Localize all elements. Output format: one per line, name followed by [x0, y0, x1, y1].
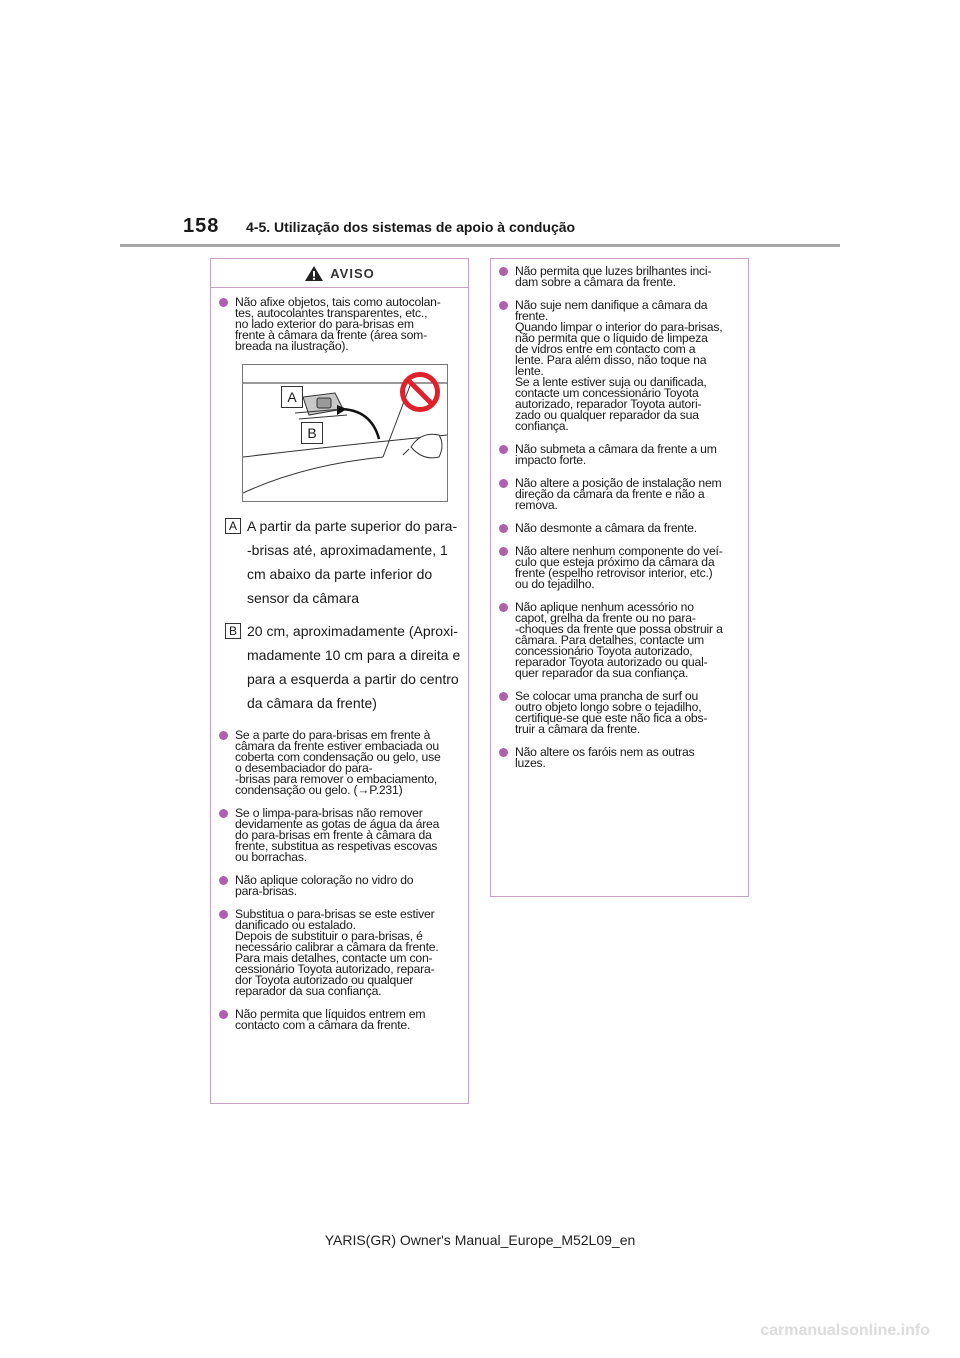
warning-header [211, 259, 468, 288]
legend-text: A partir da parte superior do para- -brisas até, aproximadamente, 1 cm abaixo da parte inferior do sensor da câmara [247, 518, 458, 606]
bullet-icon [499, 445, 508, 454]
legend-item-a [221, 514, 462, 610]
header-divider [120, 244, 840, 247]
list-item: Não suje nem danifique a câmara da frente. Quando limpar o interior do para-brisas, não permita que o líquido de limpeza de vidros entre em contacto com a lente. Para além disso, não toque na lente. Se a lente estiver suja ou danificada, contacte um concessionário Toyota autorizado, reparador Toyota autori- zado ou qualquer reparador da sua confiança. [496, 300, 742, 432]
illustration-legend [216, 514, 462, 715]
prohibited-icon [399, 371, 441, 413]
legend-text: 20 cm, aproximadamente (Aproxi- madamente 10 cm para a direita e para a esquerda a partir do centro da câmara da frente) [247, 623, 461, 711]
bullet-icon [219, 809, 228, 818]
bullet-icon [499, 267, 508, 276]
bullet-icon [219, 876, 228, 885]
callout-b: B [301, 422, 323, 444]
list-item: Se colocar uma prancha de surf ou outro objeto longo sobre o tejadilho, certifique-se que este não fica a obs- truir a câmara da frente. [496, 691, 742, 735]
section-title: 4-5. Utilização dos sistemas de apoio à condução [246, 219, 576, 235]
bullet-icon [219, 731, 228, 740]
warning-triangle-icon [304, 265, 324, 282]
list-item: Se a parte do para-brisas em frente à câmara da frente estiver embaciada ou coberta com condensação ou gelo, use o desembaciador do para- -brisas para remover o embaciamento, condensação ou gelo. (→P.231) [216, 730, 462, 796]
list-item: Se o limpa-para-brisas não remover devidamente as gotas de água da área do para-brisas em frente à câmara da frente, substitua as respetivas escovas ou borrachas. [216, 808, 462, 863]
warning-box-right [490, 258, 749, 897]
legend-badge: A [225, 518, 241, 534]
legend-badge: B [225, 623, 241, 639]
page-number: 158 [183, 215, 220, 237]
list-item: Não desmonte a câmara da frente. [496, 523, 742, 534]
warning-list-right [496, 266, 742, 769]
bullet-icon [219, 1010, 228, 1019]
callout-a: A [281, 386, 303, 408]
warning-list-left [216, 730, 462, 1031]
bullet-icon [219, 910, 228, 919]
bullet-icon [219, 298, 228, 307]
warning-intro-list [216, 297, 462, 352]
watermark: carmanualsonline.info [760, 1322, 930, 1339]
legend-item-b [221, 619, 462, 715]
bullet-icon [499, 524, 508, 533]
bullet-icon [499, 547, 508, 556]
warning-title: AVISO [330, 265, 375, 281]
warning-box-left [210, 258, 469, 1104]
bullet-icon [499, 748, 508, 757]
bullet-icon [499, 479, 508, 488]
list-item: Não altere nenhum componente do veí- culo que esteja próximo da câmara da frente (espelho retrovisor interior, etc.) ou do tejadilho. [496, 546, 742, 590]
list-item: Não aplique nenhum acessório no capot, grelha da frente ou no para- -choques da frente que possa obstruir a câmara. Para detalhes, contacte um concessionário Toyota autorizado, reparador Toyota autorizado ou qual- quer reparador da sua confiança. [496, 602, 742, 679]
list-item: Não permita que líquidos entrem em contacto com a câmara da frente. [216, 1009, 462, 1031]
bullet-icon [499, 301, 508, 310]
list-item: Não aplique coloração no vidro do para-brisas. [216, 875, 462, 897]
windshield-illustration [242, 364, 448, 502]
list-item: Não altere a posição de instalação nem direção da câmara da frente e não a remova. [496, 478, 742, 511]
bullet-icon [499, 603, 508, 612]
bullet-icon [499, 692, 508, 701]
list-item: Substitua o para-brisas se este estiver danificado ou estalado. Depois de substituir o para-brisas, é necessário calibrar a câmara da frente. Para mais detalhes, contacte um con- cessionário Toyota autorizado, repara- dor Toyota autorizado ou qualquer reparador da sua confiança. [216, 909, 462, 997]
list-item: Não permita que luzes brilhantes inci- dam sobre a câmara da frente. [496, 266, 742, 288]
list-item: Não afixe objetos, tais como autocolan- tes, autocolantes transparentes, etc., no lado exterior do para-brisas em frente à câmara da frente (área som- breada na ilustração). [216, 297, 462, 352]
list-item: Não submeta a câmara da frente a um impacto forte. [496, 444, 742, 466]
list-item: Não altere os faróis nem as outras luzes. [496, 747, 742, 769]
footer-manual-id: YARIS(GR) Owner's Manual_Europe_M52L09_en [324, 1232, 636, 1248]
